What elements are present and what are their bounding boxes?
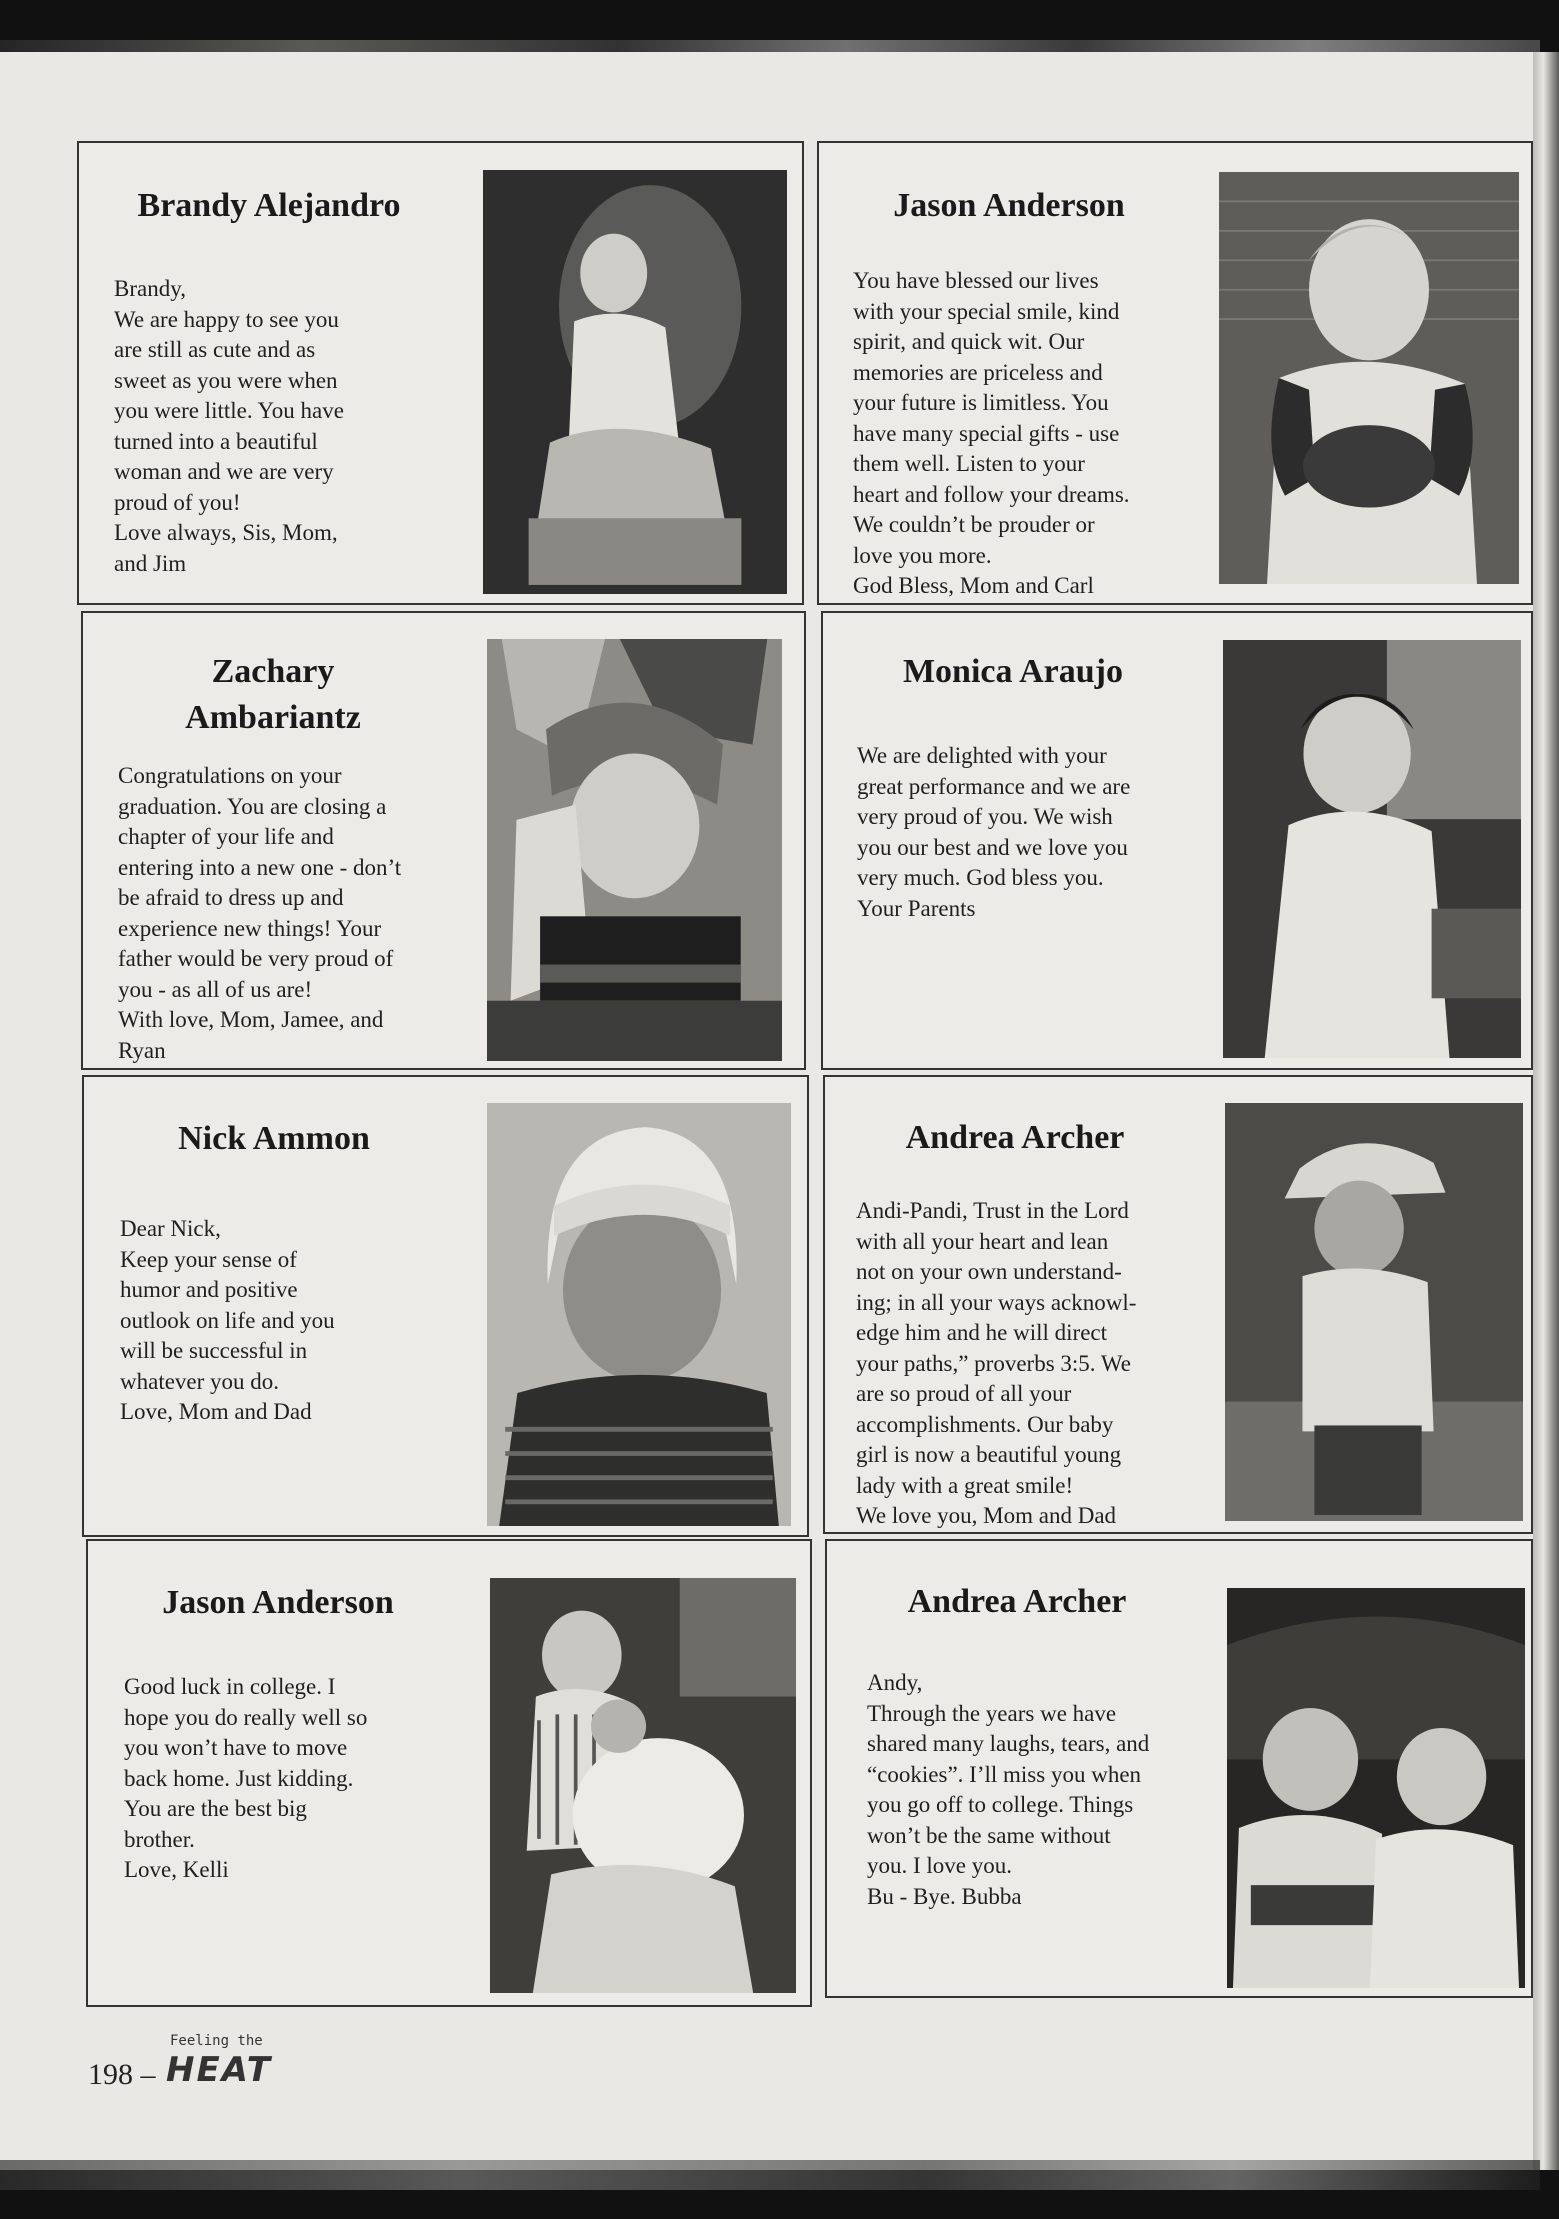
card-message: You have blessed our lives with your special smile, kind spirit, and quick wit. Our memories are priceless and your future is limitless. You have many special gifts - use them well. Listen to your heart and follow your dreams. We couldn’t be prouder or love you more. God Bless, Mom and Carl (853, 268, 1130, 598)
senior-ad-card (81, 611, 806, 1070)
card-name: Brandy Alejandro (137, 187, 401, 224)
senior-ad-card (825, 1539, 1533, 1998)
footer-tagline-small: Feeling the (170, 2033, 263, 2049)
card-message: Good luck in college. I hope you do really well so you won’t have to move back home. Just kidding. You are the best big brother. Love, Kelli (124, 1674, 368, 1882)
card-message: Dear Nick, Keep your sense of humor and positive outlook on life and you will be successful in whatever you do. Love, Mom and Dad (120, 1216, 335, 1424)
scan-bottom-edge (0, 2160, 1540, 2190)
card-name: Andrea Archer (905, 1119, 1125, 1156)
senior-ad-card (817, 141, 1533, 605)
card-name: Jason Anderson (893, 187, 1125, 224)
baby-photo (1227, 1588, 1525, 1988)
card-name: Zachary Ambariantz (185, 653, 361, 736)
baby-photo (490, 1578, 796, 1993)
baby-photo (487, 1103, 791, 1526)
baby-photo (1219, 172, 1519, 584)
card-message: Congratulations on your graduation. You are closing a chapter of your life and entering into a new one - don’t be afraid to dress up and experience new things! Your father would be very proud of you - as all of us are! With love, Mom, Jamee, and Ryan (118, 763, 402, 1063)
baby-photo (487, 639, 782, 1061)
card-message: We are delighted with your great performance and we are very proud of you. We wish you our best and we love you very much. God bless you. Your Parents (857, 743, 1131, 921)
footer-tagline-large: HEAT (166, 2050, 272, 2090)
senior-ad-card (823, 1075, 1533, 1534)
baby-photo (1223, 640, 1521, 1058)
senior-ad-card (77, 141, 804, 605)
baby-photo (1225, 1103, 1523, 1521)
card-name: Jason Anderson (162, 1584, 394, 1621)
card-name: Monica Araujo (902, 653, 1124, 690)
card-message: Brandy, We are happy to see you are still as cute and as sweet as you were when you were little. You have turned into a beautiful woman and we are very proud of you! Love always, Sis, Mom, and Jim (114, 276, 344, 576)
baby-photo (483, 170, 787, 594)
card-message: Andi-Pandi, Trust in the Lord with all your heart and lean not on your own understand- ing; in all your ways acknowl- edge him and he will direct your paths,” proverbs 3:5. We are so proud of all your accomplishments. Our baby girl is now a beautiful young lady with a great smile! We love you, Mom and Dad (856, 1198, 1137, 1528)
card-name: Andrea Archer (907, 1583, 1127, 1620)
card-message: Andy, Through the years we have shared many laughs, tears, and “cookies”. I’ll miss you when you go off to college. Things won’t be the same without you. I love you. Bu - Bye. Bubba (867, 1670, 1150, 1909)
page-number: 198 – (88, 2058, 156, 2091)
senior-ad-card (82, 1075, 809, 1537)
card-name: Nick Ammon (178, 1120, 370, 1157)
senior-ad-card (821, 611, 1533, 1070)
page-spine (1533, 52, 1559, 2170)
senior-ad-card (86, 1539, 812, 2007)
